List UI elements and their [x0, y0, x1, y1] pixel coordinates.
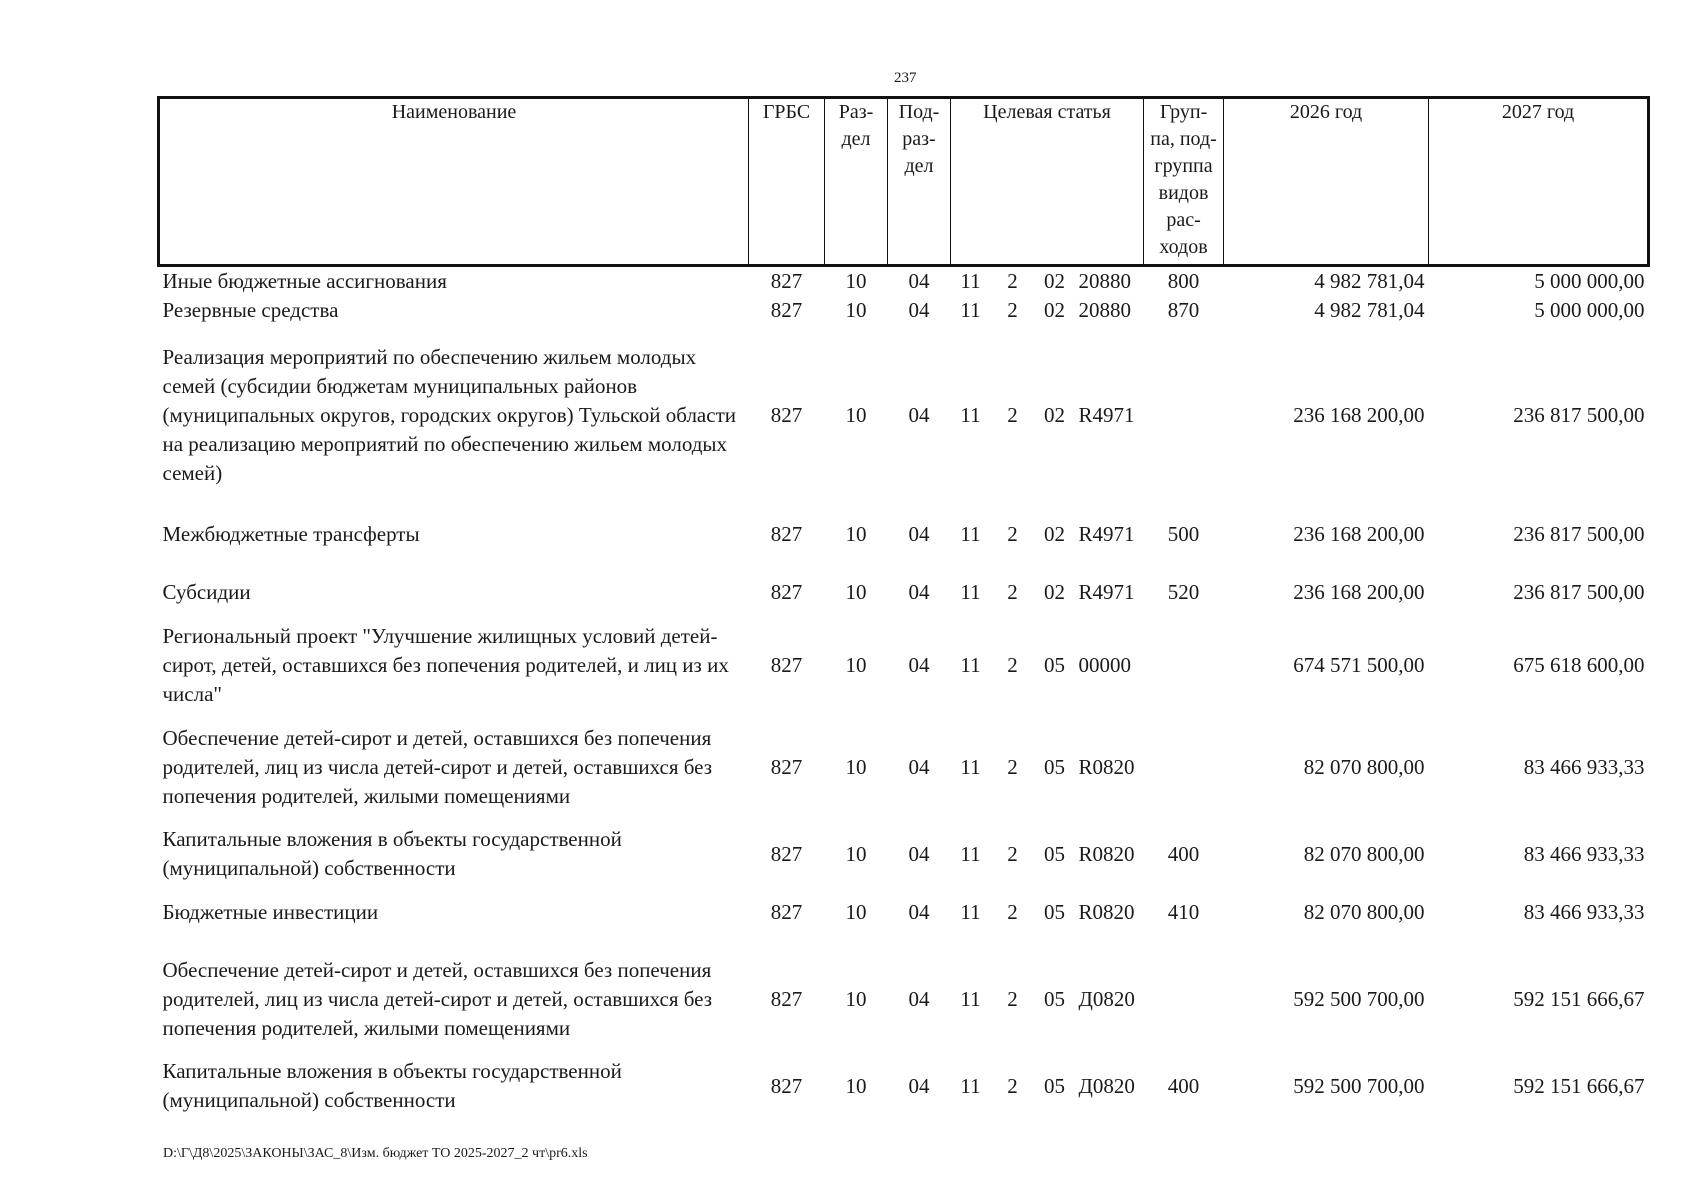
- row-target-element: 05: [1044, 899, 1065, 924]
- row-target-direction: R4971: [1078, 579, 1135, 604]
- row-razdel: 10: [845, 521, 867, 546]
- row-amount-2026: 236 168 200,00: [1293, 402, 1425, 427]
- header-target-article: Целевая статья: [951, 98, 1144, 266]
- row-amount-2027: 592 151 666,67: [1513, 986, 1645, 1011]
- row-target-type: 2: [1007, 841, 1018, 866]
- row-name: Капитальные вложения в объекты государственной (муниципальной) собственности: [162, 827, 622, 880]
- header-year-2026: 2026 год: [1224, 98, 1429, 266]
- row-razdel: 10: [845, 1073, 867, 1098]
- row-expense-group: 800: [1167, 269, 1200, 293]
- row-razdel: 10: [845, 298, 867, 322]
- row-expense-group: [1144, 621, 1224, 709]
- row-target-type: 2: [1007, 402, 1018, 427]
- row-podrazdel: 04: [908, 298, 930, 322]
- row-podrazdel: 04: [908, 579, 930, 604]
- row-podrazdel: 04: [908, 402, 930, 427]
- row-target-element: 05: [1044, 652, 1065, 677]
- row-expense-group: 870: [1167, 298, 1200, 322]
- footer-file-path: D:\Г\Д8\2025\ЗАКОНЫ\ЗАС_8\Изм. бюджет ТО 2025-2027_2 чт\pr6.xls: [163, 1146, 588, 1161]
- row-amount-2027: 83 466 933,33: [1523, 841, 1645, 866]
- row-target-type: 2: [1007, 269, 1018, 293]
- row-grbs: 827: [770, 402, 803, 427]
- row-amount-2026: 82 070 800,00: [1303, 899, 1425, 924]
- row-target-type: 2: [1007, 1073, 1018, 1098]
- row-amount-2026: 4 982 781,04: [1314, 298, 1425, 322]
- row-target-program: 11: [960, 754, 981, 779]
- row-expense-group: 400: [1167, 841, 1200, 866]
- row-name: Межбюджетные трансферты: [162, 521, 420, 546]
- row-target-element: 05: [1044, 986, 1065, 1011]
- row-target-program: 11: [960, 652, 981, 677]
- table-row: [159, 266, 1649, 297]
- header-grbs: ГРБС: [749, 98, 825, 266]
- header-expense-group: Груп- па, под- группа видов рас- ходов: [1144, 98, 1224, 266]
- row-target-type: 2: [1007, 899, 1018, 924]
- row-target-element: 02: [1044, 298, 1065, 322]
- row-name: Резервные средства: [162, 298, 339, 322]
- row-grbs: 827: [770, 269, 803, 293]
- row-podrazdel: 04: [908, 521, 930, 546]
- table-row: [159, 709, 1649, 825]
- row-target-direction: 20880: [1078, 269, 1131, 293]
- row-podrazdel: 04: [908, 269, 930, 293]
- row-razdel: 10: [845, 754, 867, 779]
- table-row: [159, 825, 1649, 883]
- row-amount-2026: 674 571 500,00: [1293, 652, 1425, 677]
- row-target-element: 05: [1044, 754, 1065, 779]
- row-razdel: 10: [845, 986, 867, 1011]
- row-target-type: 2: [1007, 986, 1018, 1011]
- row-target-direction: 00000: [1078, 652, 1131, 677]
- row-podrazdel: 04: [908, 652, 930, 677]
- table-row: [159, 1057, 1649, 1115]
- row-amount-2027: 592 151 666,67: [1513, 1073, 1645, 1098]
- row-amount-2027: 236 817 500,00: [1513, 521, 1645, 546]
- row-razdel: 10: [845, 402, 867, 427]
- row-expense-group: 400: [1167, 1073, 1200, 1098]
- row-target-direction: Д0820: [1078, 1073, 1135, 1098]
- row-name: Обеспечение детей-сирот и детей, оставшихся без попечения родителей, лиц из числа детей-сирот и детей, оставшихся без попечения родителей, жилыми помещениями: [162, 725, 713, 808]
- table-row: [159, 941, 1649, 1057]
- row-name: Субсидии: [162, 579, 251, 604]
- row-target-type: 2: [1007, 298, 1018, 322]
- row-target-program: 11: [960, 298, 981, 322]
- table-row: [159, 621, 1649, 709]
- row-target-type: 2: [1007, 754, 1018, 779]
- row-target-direction: R4971: [1078, 402, 1135, 427]
- row-target-direction: 20880: [1078, 298, 1131, 322]
- row-name: Капитальные вложения в объекты государственной (муниципальной) собственности: [162, 1059, 622, 1112]
- row-target-program: 11: [960, 579, 981, 604]
- row-amount-2026: 592 500 700,00: [1293, 986, 1425, 1011]
- row-razdel: 10: [845, 841, 867, 866]
- row-target-program: 11: [960, 1073, 981, 1098]
- row-target-direction: R4971: [1078, 521, 1135, 546]
- row-podrazdel: 04: [908, 754, 930, 779]
- row-target-program: 11: [960, 986, 981, 1011]
- row-grbs: 827: [770, 899, 803, 924]
- row-amount-2027: 236 817 500,00: [1513, 402, 1645, 427]
- row-expense-group: 410: [1167, 899, 1200, 924]
- row-amount-2026: 82 070 800,00: [1303, 841, 1425, 866]
- row-target-direction: R0820: [1078, 754, 1135, 779]
- row-expense-group: 520: [1167, 579, 1200, 604]
- row-amount-2026: 236 168 200,00: [1293, 521, 1425, 546]
- row-name: Бюджетные инвестиции: [162, 899, 379, 924]
- row-expense-group: [1144, 941, 1224, 1057]
- row-podrazdel: 04: [908, 986, 930, 1011]
- row-target-element: 02: [1044, 269, 1065, 293]
- header-razdel: Раз- дел: [825, 98, 888, 266]
- row-expense-group: [1144, 709, 1224, 825]
- table-row: [159, 563, 1649, 621]
- row-expense-group: [1144, 325, 1224, 505]
- row-grbs: 827: [770, 1073, 803, 1098]
- row-target-program: 11: [960, 521, 981, 546]
- row-amount-2027: 236 817 500,00: [1513, 579, 1645, 604]
- row-target-direction: R0820: [1078, 841, 1135, 866]
- row-podrazdel: 04: [908, 899, 930, 924]
- row-amount-2027: 83 466 933,33: [1523, 754, 1645, 779]
- header-name: Наименование: [159, 98, 749, 266]
- row-amount-2027: 5 000 000,00: [1534, 269, 1645, 293]
- row-grbs: 827: [770, 579, 803, 604]
- row-target-program: 11: [960, 841, 981, 866]
- row-amount-2027: 675 618 600,00: [1513, 652, 1645, 677]
- row-expense-group: 500: [1167, 521, 1200, 546]
- row-target-element: 05: [1044, 841, 1065, 866]
- row-razdel: 10: [845, 269, 867, 293]
- row-amount-2026: 592 500 700,00: [1293, 1073, 1425, 1098]
- row-grbs: 827: [770, 298, 803, 322]
- header-row: [159, 98, 1649, 266]
- row-target-program: 11: [960, 269, 981, 293]
- row-grbs: 827: [770, 841, 803, 866]
- table-row: [159, 505, 1649, 563]
- row-podrazdel: 04: [908, 1073, 930, 1098]
- row-target-element: 02: [1044, 521, 1065, 546]
- row-amount-2027: 5 000 000,00: [1534, 298, 1645, 322]
- row-name: Иные бюджетные ассигнования: [162, 269, 447, 293]
- table-row: [159, 296, 1649, 325]
- table-row: [159, 325, 1649, 505]
- row-target-direction: Д0820: [1078, 986, 1135, 1011]
- row-target-type: 2: [1007, 579, 1018, 604]
- row-razdel: 10: [845, 652, 867, 677]
- row-name: Региональный проект "Улучшение жилищных условий детей-сирот, детей, оставшихся без попечения родителей, и лиц из их числа": [162, 623, 729, 706]
- row-grbs: 827: [770, 521, 803, 546]
- row-target-element: 02: [1044, 579, 1065, 604]
- row-grbs: 827: [770, 652, 803, 677]
- row-name: Обеспечение детей-сирот и детей, оставшихся без попечения родителей, лиц из числа детей-сирот и детей, оставшихся без попечения родителей, жилыми помещениями: [162, 957, 713, 1040]
- table-row: [159, 883, 1649, 941]
- header-year-2027: 2027 год: [1429, 98, 1649, 266]
- row-target-direction: R0820: [1078, 899, 1135, 924]
- row-target-element: 02: [1044, 402, 1065, 427]
- row-target-program: 11: [960, 402, 981, 427]
- row-razdel: 10: [845, 579, 867, 604]
- row-grbs: 827: [770, 986, 803, 1011]
- page-number: 237: [894, 70, 917, 86]
- row-amount-2026: 4 982 781,04: [1314, 269, 1425, 293]
- row-target-element: 05: [1044, 1073, 1065, 1098]
- row-amount-2026: 236 168 200,00: [1293, 579, 1425, 604]
- row-name: Реализация мероприятий по обеспечению жильем молодых семей (субсидии бюджетам муниципальных районов (муниципальных округов, городских округов) Тульской области на реализацию мероприятий по обеспечению жильем молодых семей): [162, 344, 736, 485]
- row-grbs: 827: [770, 754, 803, 779]
- row-target-program: 11: [960, 899, 981, 924]
- budget-table: [157, 96, 1650, 1115]
- row-podrazdel: 04: [908, 841, 930, 866]
- row-razdel: 10: [845, 899, 867, 924]
- header-podrazdel: Под- раз- дел: [888, 98, 951, 266]
- row-amount-2026: 82 070 800,00: [1303, 754, 1425, 779]
- row-amount-2027: 83 466 933,33: [1523, 899, 1645, 924]
- row-target-type: 2: [1007, 521, 1018, 546]
- row-target-type: 2: [1007, 652, 1018, 677]
